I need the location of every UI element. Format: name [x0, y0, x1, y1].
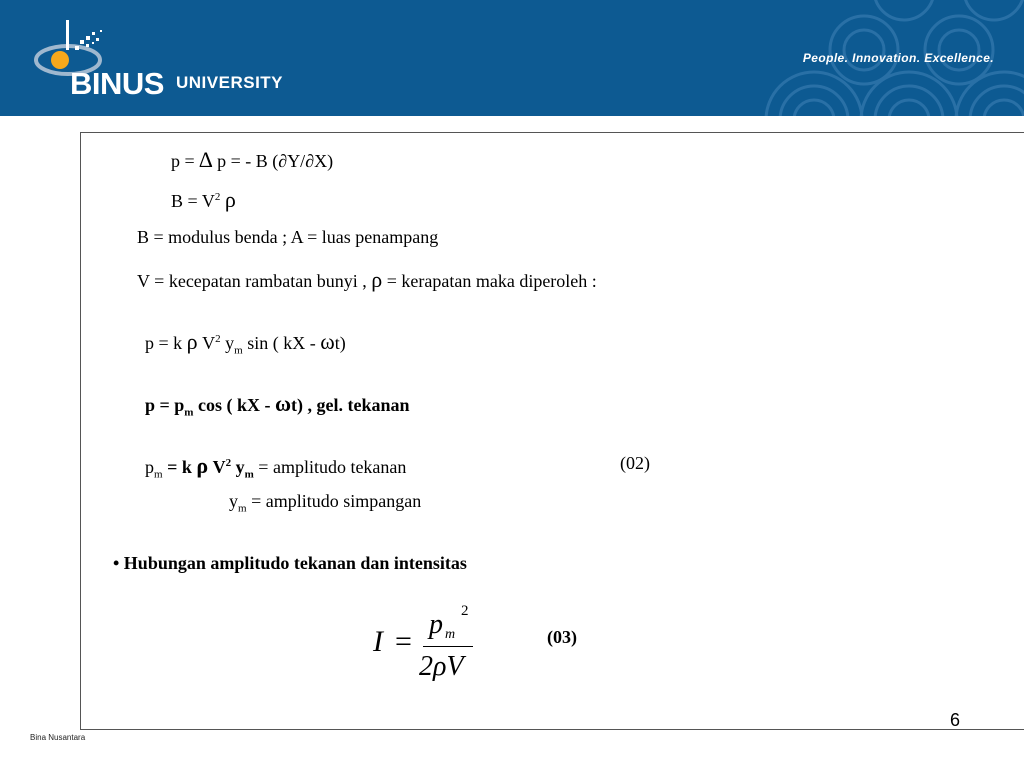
bullet-heading: • Hubungan amplitudo tekanan dan intensitas [113, 553, 467, 573]
equation-line-6: $y_m$ = amplitudo simpangan [229, 491, 422, 515]
content-box [80, 132, 1024, 730]
formula-I: I [373, 625, 383, 658]
equation-line-1: p = ∆ p = - B (∂Y/∂X) [171, 147, 334, 172]
formula-subscript-m: m [445, 627, 456, 642]
definition-line-2: V = kecepatan rambatan bunyi , ρ = kerapatan maka diperoleh : [137, 267, 597, 292]
tagline: People. Innovation. Excellence. [802, 51, 994, 65]
logo-text: BINUS [70, 66, 164, 101]
formula-exponent: 2 [461, 603, 469, 619]
fraction-bar [423, 646, 473, 647]
formula-equals: = [395, 625, 412, 658]
intensity-formula [371, 603, 511, 693]
page-number: 6 [950, 710, 961, 730]
equation-line-4: $p = p_m$ cos ( kX - ωt) , gel. tekanan [145, 391, 410, 419]
header-banner [0, 0, 1024, 116]
equation-line-3: p = k ρ $V^2$ $y_m$ sin ( kX - ωt) [145, 329, 346, 357]
equation-number-02: (02) [620, 453, 650, 473]
equation-number-03: (03) [547, 627, 577, 647]
equation-line-2: $B = V^2$ ρ [171, 187, 236, 212]
equation-line-5: $p_m = k$ ρ $V^2$ $y_m$ = amplitudo tekanan [145, 453, 407, 481]
formula-p: p [429, 609, 443, 640]
formula-denominator: 2ρV [419, 651, 464, 682]
logo-university-text: UNIVERSITY [176, 73, 284, 92]
footer-text: Bina Nusantara [30, 733, 86, 742]
definition-line-1: B = modulus benda ; A = luas penampang [137, 227, 439, 247]
